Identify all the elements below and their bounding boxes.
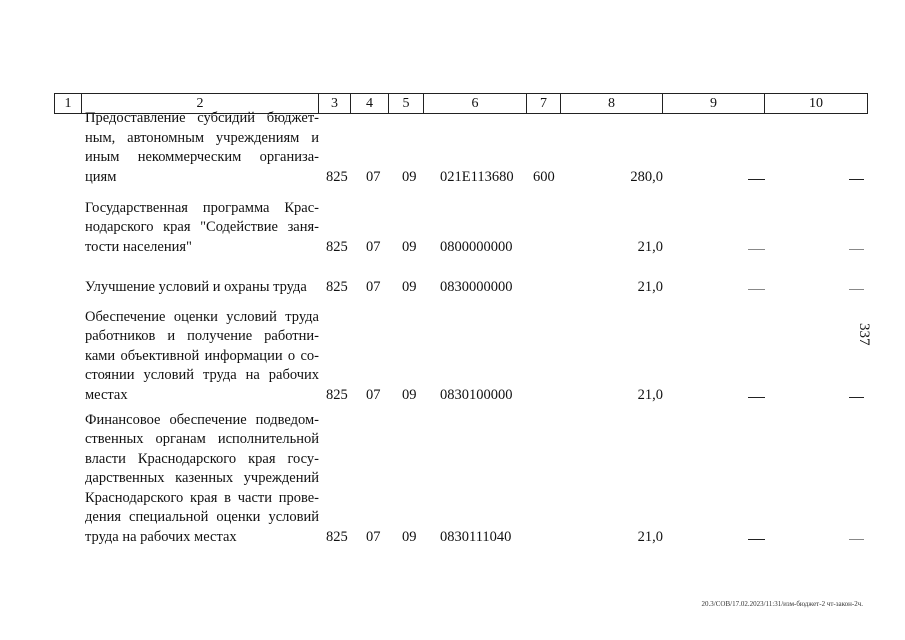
row-name: Обеспечение оценки условий труда работников и получение работни-ками объективной информации о со-стоянии условий труда на рабочих местах [85,308,319,403]
header-col-4: 4 [351,94,389,114]
header-col-3: 3 [319,94,351,114]
row-section-code: 07 [366,278,381,295]
header-col-7: 7 [527,94,561,114]
row-section-code: 07 [366,238,381,255]
row-name: Улучшение условий и охраны труда [85,278,307,295]
row-target-code: 0830100000 [440,386,513,403]
row-subsection-code: 09 [402,386,417,403]
row-section-code: 07 [366,386,381,403]
dash-col-10 [849,539,864,540]
row-name: Финансовое обеспечение подведом-ственных органам исполнительной власти Краснодарского края госу-дарственных казенных учреждений Краснодарского края в части прове-дения специальной оценки условий труда на рабочих местах [85,411,319,545]
header-col-1: 1 [55,94,82,114]
row-amount: 21,0 [637,238,663,255]
row-amount: 21,0 [637,528,663,545]
row-target-code: 021E113680 [440,168,514,185]
row-ved-code: 825 [326,386,348,403]
row-amount: 280,0 [630,168,663,185]
row-ved-code: 825 [326,238,348,255]
row-subsection-code: 09 [402,168,417,185]
header-col-6: 6 [424,94,527,114]
row-target-code: 0830111040 [440,528,512,545]
row-name: Государственная программа Крас-нодарского края "Содействие заня-тости населения" [85,199,319,255]
page-number: 337 [856,323,872,346]
header-col-5: 5 [389,94,424,114]
footer-stamp: 20.3/СОВ/17.02.2023/11:31/изм-бюджет-2 чт-закон-2ч. [701,600,863,608]
row-subsection-code: 09 [402,528,417,545]
row-amount: 21,0 [637,278,663,295]
row-name: Предоставление субсидий бюджет-ным, автономным учреждениям и иным некоммерческим организа-циям [85,110,319,185]
header-col-8: 8 [561,94,663,114]
row-ved-code: 825 [326,278,348,295]
row-section-code: 07 [366,168,381,185]
row-target-code: 0800000000 [440,238,513,255]
row-subsection-code: 09 [402,238,417,255]
row-section-code: 07 [366,528,381,545]
header-col-10: 10 [765,94,868,114]
row-subsection-code: 09 [402,278,417,295]
row-ved-code: 825 [326,168,348,185]
header-col-2: 2 [82,94,319,114]
row-expense-type: 600 [533,168,555,185]
header-col-9: 9 [663,94,765,114]
row-amount: 21,0 [637,386,663,403]
row-ved-code: 825 [326,528,348,545]
dash-col-9 [748,539,765,540]
row-target-code: 0830000000 [440,278,513,295]
